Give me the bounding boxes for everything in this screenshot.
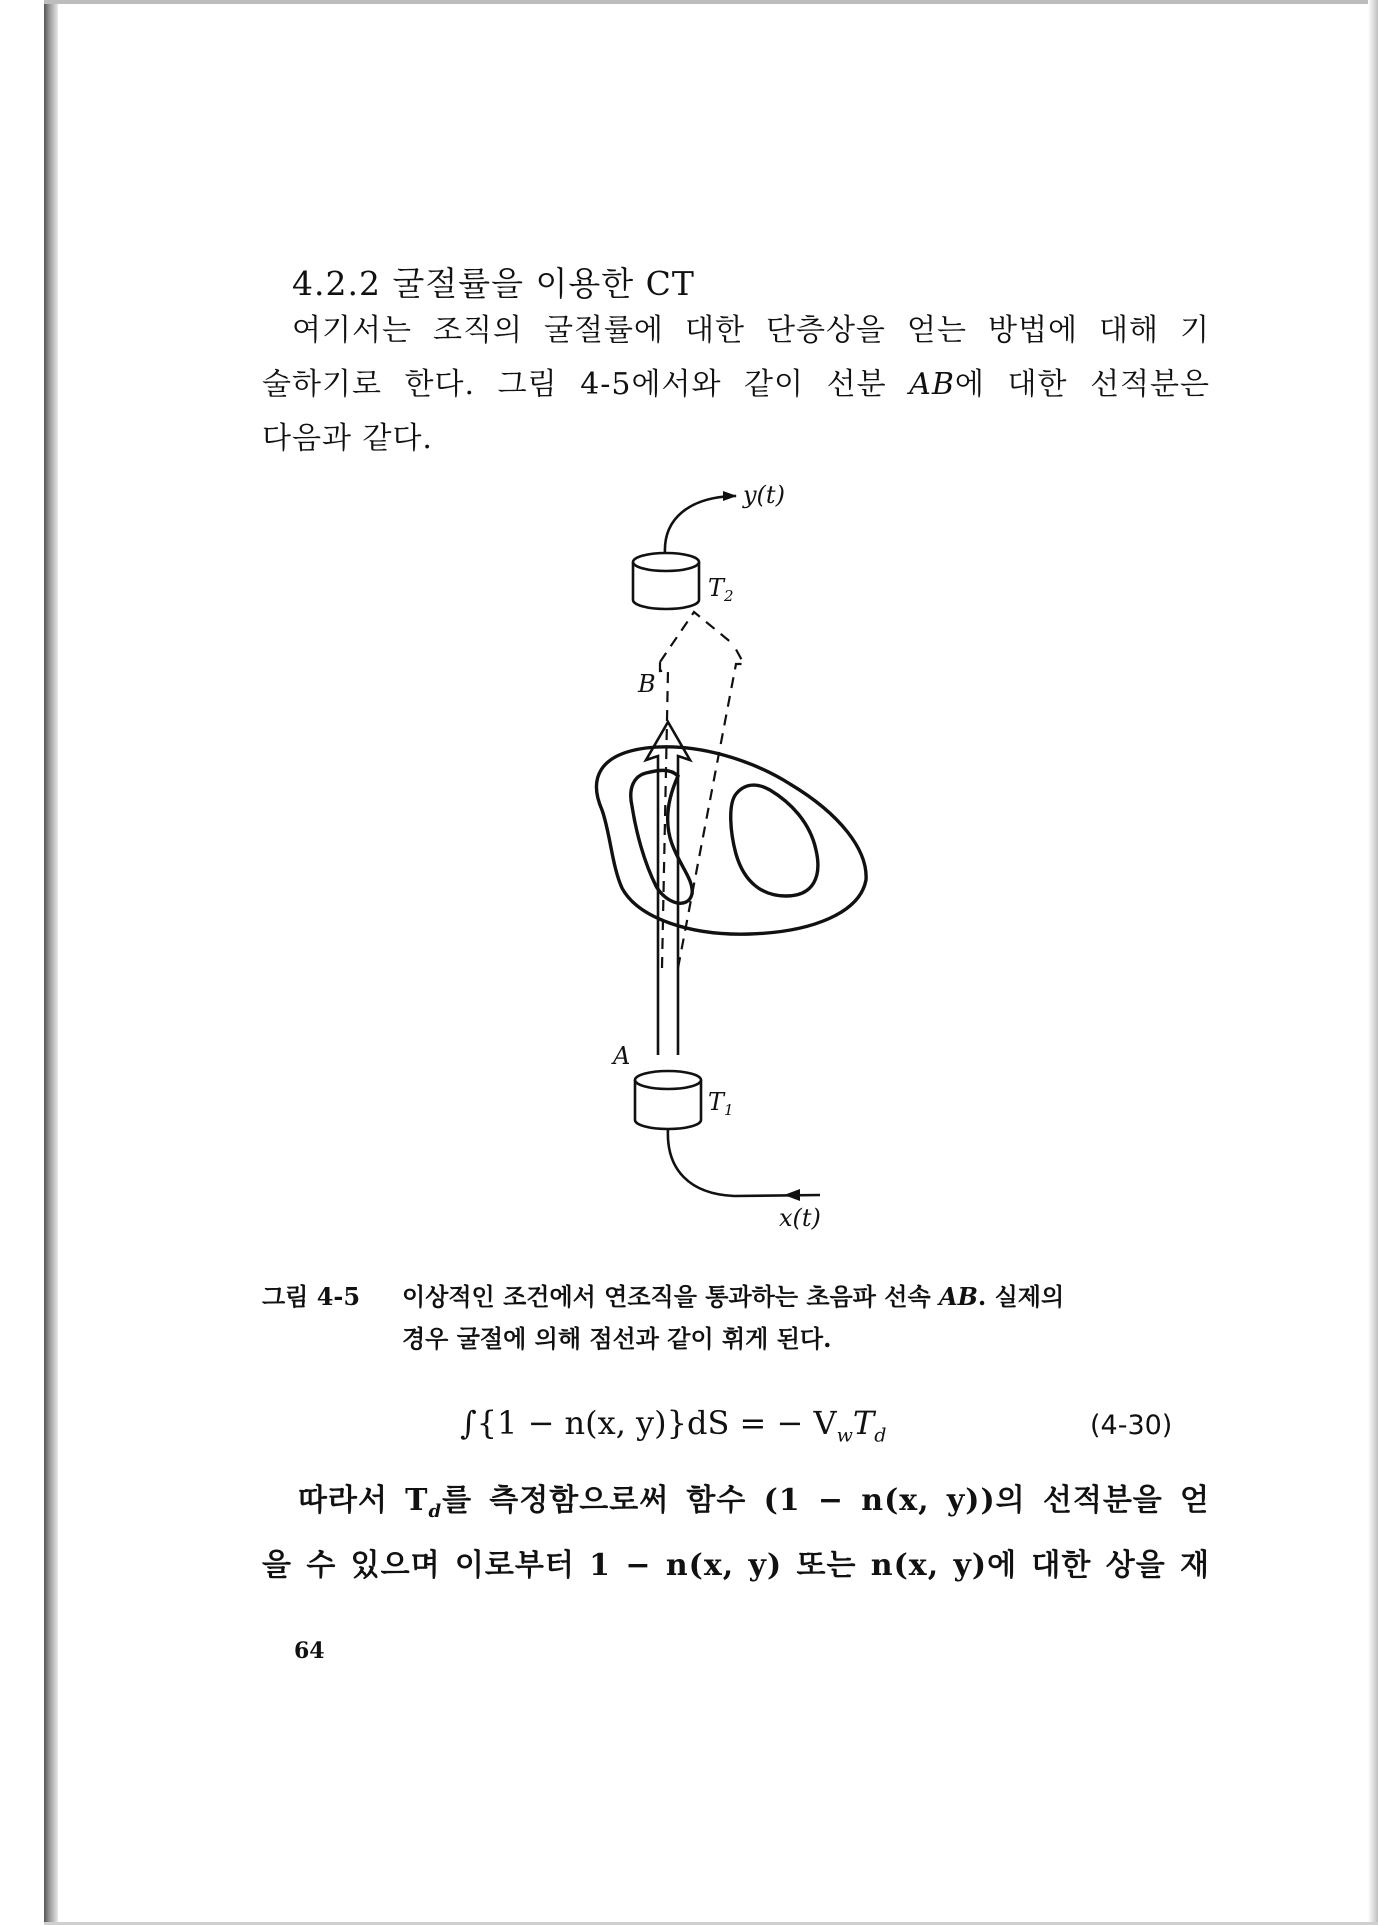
label-t2-main: T xyxy=(708,574,725,602)
paragraph-intro-line-2 xyxy=(262,358,1210,412)
figure-caption-text-b: . 실제의 xyxy=(977,1282,1065,1311)
page-edge-left xyxy=(44,0,58,1925)
transducer-t1 xyxy=(635,1071,701,1129)
input-signal-arrowhead xyxy=(784,1189,800,1201)
paragraph-intro-line-2-text-a: 술하기로 한다. 그림 4-5에서와 같이 선분 xyxy=(262,367,910,402)
paragraph-intro-line-3: 다음과 같다. xyxy=(262,421,433,456)
label-t1 xyxy=(708,1088,734,1119)
figure-caption xyxy=(262,1276,1212,1360)
page-edge-right xyxy=(1368,0,1378,1925)
label-t1-sub: 1 xyxy=(724,1101,734,1119)
page-edge-top xyxy=(44,0,1378,4)
page-number: 64 xyxy=(294,1638,325,1664)
equation-t: T xyxy=(852,1404,875,1442)
paragraph-conclusion-line-2: 을 수 있으며 이로부터 1 − n(x, y) 또는 n(x, y)에 대한 상을 재 xyxy=(262,1548,1210,1583)
figure-ultrasound-ct xyxy=(540,470,960,1240)
paragraph-conclusion-line-1-text-b: 를 측정함으로써 함수 (1 − n(x, y))의 선적분을 얻 xyxy=(442,1483,1210,1518)
equation-sub-d: d xyxy=(874,1424,887,1447)
tissue-inner-crescent xyxy=(631,770,692,903)
input-signal-curve xyxy=(668,1129,820,1196)
label-t1-main: T xyxy=(708,1088,725,1116)
figure-caption-math: AB xyxy=(939,1282,978,1311)
figure-caption-text-a: 이상적인 조건에서 연조직을 통과하는 초음파 선속 xyxy=(402,1282,939,1311)
equation-lhs: ∫{1 − n(x, y)}dS = − V xyxy=(460,1404,837,1442)
equation-number: (4-30) xyxy=(1090,1410,1173,1441)
equation-4-30 xyxy=(460,1404,886,1446)
paragraph-conclusion-line-1-text-a: 따라서 T xyxy=(298,1483,429,1518)
paragraph-conclusion-line-1 xyxy=(262,1474,1210,1539)
label-a: A xyxy=(613,1042,631,1070)
paragraph-conclusion xyxy=(262,1474,1210,1593)
label-b: B xyxy=(638,670,656,698)
paragraph-intro xyxy=(262,304,1210,466)
paragraph-intro-line-2-math: AB xyxy=(909,367,955,402)
transducer-t2 xyxy=(633,553,699,609)
section-heading: 4.2.2 굴절률을 이용한 CT xyxy=(292,264,695,303)
paragraph-intro-line-2-text-b: 에 대한 선적분은 xyxy=(954,367,1210,402)
figure-caption-line-2: 경우 굴절에 의해 점선과 같이 휘게 된다. xyxy=(402,1324,832,1353)
tissue-inner-oval xyxy=(731,785,818,896)
label-t2-sub: 2 xyxy=(724,587,734,605)
figure-caption-label: 그림 4-5 xyxy=(262,1282,361,1311)
paragraph-conclusion-line-1-sub: d xyxy=(428,1501,443,1522)
figure-caption-line-1 xyxy=(262,1276,1212,1318)
label-t2 xyxy=(708,574,734,605)
paragraph-intro-line-1: 여기서는 조직의 굴절률에 대한 단층상을 얻는 방법에 대해 기 xyxy=(292,313,1210,348)
output-signal-curve xyxy=(665,496,736,554)
label-y-t: y(t) xyxy=(743,481,785,509)
equation-sub-w: w xyxy=(836,1424,853,1447)
label-x-t: x(t) xyxy=(779,1204,821,1232)
